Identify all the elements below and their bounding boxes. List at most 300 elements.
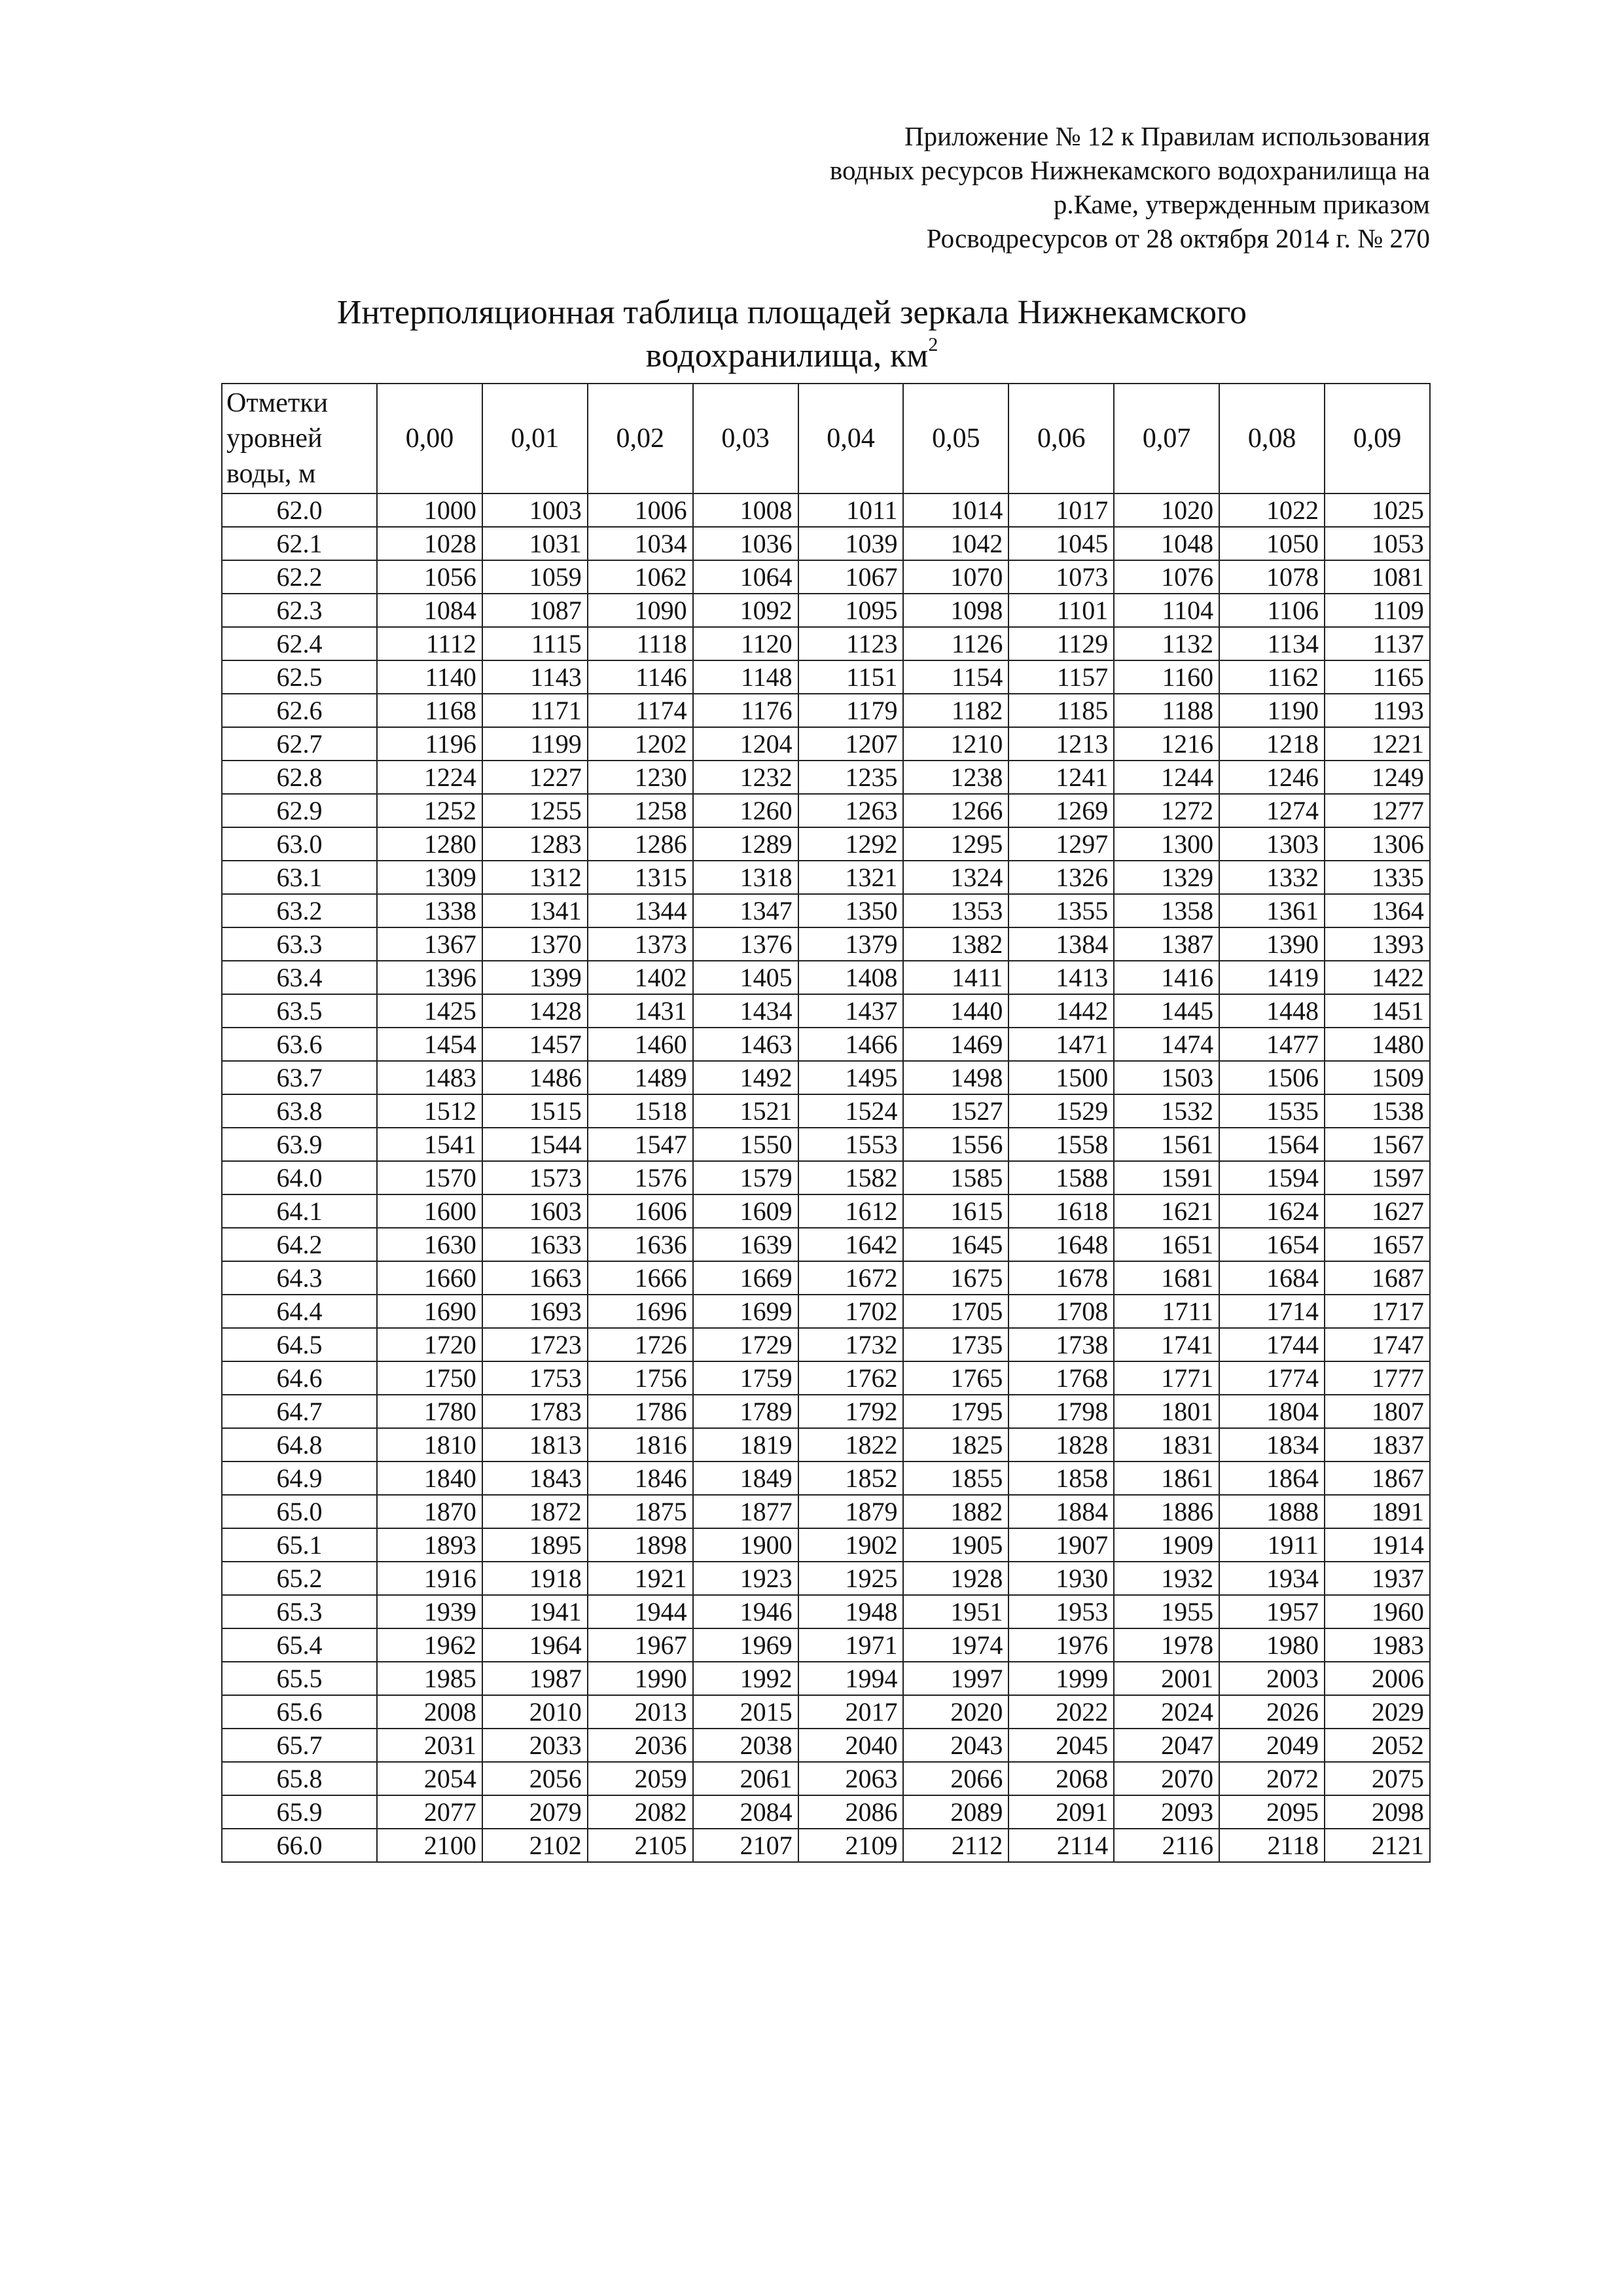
header-column: 0,07 [1114, 384, 1219, 493]
area-value-cell: 1303 [1219, 827, 1325, 861]
area-value-cell: 1056 [377, 560, 482, 594]
area-value-cell: 1879 [798, 1495, 904, 1528]
table-row [222, 727, 1430, 761]
title-line-1: Интерполяционная таблица площадей зеркала Нижнекамского [336, 294, 1247, 331]
area-value-cell: 1564 [1219, 1128, 1325, 1161]
level-cell: 63.7 [222, 1061, 377, 1094]
area-value-cell: 1657 [1325, 1228, 1430, 1261]
area-value-cell: 1457 [482, 1028, 588, 1061]
table-title [216, 291, 1368, 378]
area-value-cell: 2118 [1219, 1829, 1325, 1862]
area-value-cell: 1480 [1325, 1028, 1430, 1061]
area-value-cell: 1249 [1325, 761, 1430, 794]
area-value-cell: 1735 [903, 1328, 1008, 1361]
area-value-cell: 1962 [377, 1628, 482, 1662]
area-value-cell: 1663 [482, 1261, 588, 1295]
area-value-cell: 1109 [1325, 594, 1430, 627]
area-value-cell: 1618 [1008, 1194, 1114, 1228]
level-cell: 64.7 [222, 1395, 377, 1428]
area-value-cell: 1783 [482, 1395, 588, 1428]
area-value-cell: 1246 [1219, 761, 1325, 794]
area-value-cell: 1855 [903, 1462, 1008, 1495]
area-value-cell: 1492 [693, 1061, 798, 1094]
area-value-cell: 1106 [1219, 594, 1325, 627]
area-value-cell: 1463 [693, 1028, 798, 1061]
area-value-cell: 1355 [1008, 894, 1114, 927]
area-value-cell: 2098 [1325, 1795, 1430, 1829]
area-value-cell: 1588 [1008, 1161, 1114, 1194]
area-value-cell: 1765 [903, 1361, 1008, 1395]
area-value-cell: 1408 [798, 961, 904, 994]
area-value-cell: 1416 [1114, 961, 1219, 994]
area-value-cell: 1292 [798, 827, 904, 861]
area-value-cell: 1723 [482, 1328, 588, 1361]
table-row [222, 1462, 1430, 1495]
area-value-cell: 1955 [1114, 1595, 1219, 1628]
area-value-cell: 1515 [482, 1094, 588, 1128]
annex-line: р.Каме, утвержденным приказом [1053, 189, 1430, 219]
area-value-cell: 1218 [1219, 727, 1325, 761]
level-cell: 62.0 [222, 493, 377, 527]
table-row [222, 560, 1430, 594]
annex-reference [579, 119, 1430, 255]
area-value-cell: 2068 [1008, 1762, 1114, 1795]
area-value-cell: 1579 [693, 1161, 798, 1194]
area-value-cell: 1442 [1008, 994, 1114, 1028]
area-value-cell: 1561 [1114, 1128, 1219, 1161]
area-value-cell: 2010 [482, 1695, 588, 1729]
area-value-cell: 1900 [693, 1528, 798, 1562]
area-value-cell: 1379 [798, 927, 904, 961]
area-value-cell: 1112 [377, 627, 482, 660]
area-value-cell: 1376 [693, 927, 798, 961]
area-value-cell: 2036 [588, 1729, 693, 1762]
area-value-cell: 1092 [693, 594, 798, 627]
area-value-cell: 1985 [377, 1662, 482, 1695]
area-value-cell: 1553 [798, 1128, 904, 1161]
area-value-cell: 1983 [1325, 1628, 1430, 1662]
area-value-cell: 1585 [903, 1161, 1008, 1194]
level-cell: 63.8 [222, 1094, 377, 1128]
level-cell: 63.2 [222, 894, 377, 927]
area-value-cell: 1162 [1219, 660, 1325, 694]
table-row [222, 1829, 1430, 1862]
area-value-cell: 1477 [1219, 1028, 1325, 1061]
area-value-cell: 1185 [1008, 694, 1114, 727]
area-value-cell: 2077 [377, 1795, 482, 1829]
table-row [222, 1595, 1430, 1628]
table-row [222, 1628, 1430, 1662]
area-value-cell: 1609 [693, 1194, 798, 1228]
area-value-cell: 1151 [798, 660, 904, 694]
area-value-cell: 1428 [482, 994, 588, 1028]
table-row [222, 1261, 1430, 1295]
area-value-cell: 1974 [903, 1628, 1008, 1662]
level-cell: 63.5 [222, 994, 377, 1028]
area-value-cell: 1997 [903, 1662, 1008, 1695]
area-value-cell: 1101 [1008, 594, 1114, 627]
area-value-cell: 1266 [903, 794, 1008, 827]
area-value-cell: 1636 [588, 1228, 693, 1261]
level-cell: 64.2 [222, 1228, 377, 1261]
area-value-cell: 1154 [903, 660, 1008, 694]
table-row [222, 761, 1430, 794]
area-value-cell: 1437 [798, 994, 904, 1028]
area-value-cell: 1402 [588, 961, 693, 994]
area-value-cell: 1804 [1219, 1395, 1325, 1428]
area-value-cell: 1529 [1008, 1094, 1114, 1128]
area-value-cell: 1451 [1325, 994, 1430, 1028]
table-row [222, 1061, 1430, 1094]
area-value-cell: 1070 [903, 560, 1008, 594]
area-value-cell: 1053 [1325, 527, 1430, 560]
area-value-cell: 1277 [1325, 794, 1430, 827]
area-value-cell: 1000 [377, 493, 482, 527]
area-value-cell: 1521 [693, 1094, 798, 1128]
table-row [222, 527, 1430, 560]
area-value-cell: 1967 [588, 1628, 693, 1662]
level-cell: 65.6 [222, 1695, 377, 1729]
area-value-cell: 2105 [588, 1829, 693, 1862]
area-value-cell: 2049 [1219, 1729, 1325, 1762]
header-level-cell [222, 384, 377, 493]
area-value-cell: 1405 [693, 961, 798, 994]
table-row [222, 1361, 1430, 1395]
area-value-cell: 2026 [1219, 1695, 1325, 1729]
table-row [222, 994, 1430, 1028]
area-value-cell: 1129 [1008, 627, 1114, 660]
area-value-cell: 1042 [903, 527, 1008, 560]
area-value-cell: 1289 [693, 827, 798, 861]
area-value-cell: 1687 [1325, 1261, 1430, 1295]
level-cell: 64.1 [222, 1194, 377, 1228]
area-value-cell: 1837 [1325, 1428, 1430, 1462]
area-value-cell: 1909 [1114, 1528, 1219, 1562]
area-value-cell: 1941 [482, 1595, 588, 1628]
level-cell: 65.1 [222, 1528, 377, 1562]
area-value-cell: 1445 [1114, 994, 1219, 1028]
area-value-cell: 1624 [1219, 1194, 1325, 1228]
area-value-cell: 1272 [1114, 794, 1219, 827]
level-cell: 64.5 [222, 1328, 377, 1361]
area-value-cell: 2056 [482, 1762, 588, 1795]
area-value-cell: 1466 [798, 1028, 904, 1061]
area-value-cell: 1350 [798, 894, 904, 927]
area-value-cell: 1753 [482, 1361, 588, 1395]
area-value-cell: 1556 [903, 1128, 1008, 1161]
area-value-cell: 2040 [798, 1729, 904, 1762]
level-cell: 65.7 [222, 1729, 377, 1762]
table-row [222, 861, 1430, 894]
area-value-cell: 1639 [693, 1228, 798, 1261]
area-value-cell: 1914 [1325, 1528, 1430, 1562]
area-value-cell: 1059 [482, 560, 588, 594]
area-value-cell: 1399 [482, 961, 588, 994]
area-value-cell: 1527 [903, 1094, 1008, 1128]
area-value-cell: 1825 [903, 1428, 1008, 1462]
area-value-cell: 1642 [798, 1228, 904, 1261]
level-cell: 63.4 [222, 961, 377, 994]
table-row [222, 694, 1430, 727]
area-value-cell: 1603 [482, 1194, 588, 1228]
area-value-cell: 1907 [1008, 1528, 1114, 1562]
area-value-cell: 2047 [1114, 1729, 1219, 1762]
area-value-cell: 1134 [1219, 627, 1325, 660]
area-value-cell: 1341 [482, 894, 588, 927]
area-value-cell: 2031 [377, 1729, 482, 1762]
header-column: 0,09 [1325, 384, 1430, 493]
area-value-cell: 1498 [903, 1061, 1008, 1094]
area-value-cell: 1335 [1325, 861, 1430, 894]
area-value-cell: 1295 [903, 827, 1008, 861]
area-value-cell: 2024 [1114, 1695, 1219, 1729]
header-column: 0,06 [1008, 384, 1114, 493]
area-value-cell: 1732 [798, 1328, 904, 1361]
header-column: 0,03 [693, 384, 798, 493]
area-value-cell: 1028 [377, 527, 482, 560]
area-value-cell: 1454 [377, 1028, 482, 1061]
area-value-cell: 2001 [1114, 1662, 1219, 1695]
area-value-cell: 2063 [798, 1762, 904, 1795]
area-value-cell: 1884 [1008, 1495, 1114, 1528]
area-value-cell: 1280 [377, 827, 482, 861]
area-value-cell: 1834 [1219, 1428, 1325, 1462]
level-cell: 62.9 [222, 794, 377, 827]
area-value-cell: 1898 [588, 1528, 693, 1562]
area-value-cell: 1921 [588, 1562, 693, 1595]
area-value-cell: 1132 [1114, 627, 1219, 660]
area-value-cell: 2045 [1008, 1729, 1114, 1762]
area-value-cell: 1544 [482, 1128, 588, 1161]
area-value-cell: 1932 [1114, 1562, 1219, 1595]
area-value-cell: 1660 [377, 1261, 482, 1295]
area-value-cell: 1283 [482, 827, 588, 861]
area-value-cell: 1258 [588, 794, 693, 827]
area-value-cell: 1816 [588, 1428, 693, 1462]
area-value-cell: 1078 [1219, 560, 1325, 594]
title-line-2 [216, 334, 1368, 378]
level-cell: 62.3 [222, 594, 377, 627]
area-value-cell: 1895 [482, 1528, 588, 1562]
area-value-cell: 1750 [377, 1361, 482, 1395]
area-value-cell: 1923 [693, 1562, 798, 1595]
area-value-cell: 1678 [1008, 1261, 1114, 1295]
area-value-cell: 2089 [903, 1795, 1008, 1829]
area-value-cell: 1535 [1219, 1094, 1325, 1128]
header-column: 0,04 [798, 384, 904, 493]
area-value-cell: 1807 [1325, 1395, 1430, 1428]
area-value-cell: 1084 [377, 594, 482, 627]
area-value-cell: 1976 [1008, 1628, 1114, 1662]
area-value-cell: 1699 [693, 1295, 798, 1328]
area-value-cell: 1654 [1219, 1228, 1325, 1261]
level-cell: 64.8 [222, 1428, 377, 1462]
area-value-cell: 1387 [1114, 927, 1219, 961]
area-value-cell: 1980 [1219, 1628, 1325, 1662]
table-header-row [222, 384, 1430, 493]
area-value-cell: 1591 [1114, 1161, 1219, 1194]
level-cell: 64.3 [222, 1261, 377, 1295]
area-value-cell: 1252 [377, 794, 482, 827]
area-value-cell: 1489 [588, 1061, 693, 1094]
area-value-cell: 1937 [1325, 1562, 1430, 1595]
area-value-cell: 1390 [1219, 927, 1325, 961]
area-value-cell: 1774 [1219, 1361, 1325, 1395]
area-value-cell: 1500 [1008, 1061, 1114, 1094]
area-value-cell: 1036 [693, 527, 798, 560]
level-cell: 62.7 [222, 727, 377, 761]
area-value-cell: 1633 [482, 1228, 588, 1261]
area-value-cell: 1373 [588, 927, 693, 961]
area-value-cell: 1911 [1219, 1528, 1325, 1562]
area-value-cell: 1870 [377, 1495, 482, 1528]
area-value-cell: 1338 [377, 894, 482, 927]
area-value-cell: 1238 [903, 761, 1008, 794]
area-value-cell: 1157 [1008, 660, 1114, 694]
area-value-cell: 2095 [1219, 1795, 1325, 1829]
area-value-cell: 1440 [903, 994, 1008, 1028]
area-value-cell: 1090 [588, 594, 693, 627]
area-value-cell: 1076 [1114, 560, 1219, 594]
area-value-cell: 1126 [903, 627, 1008, 660]
area-value-cell: 1939 [377, 1595, 482, 1628]
area-value-cell: 1312 [482, 861, 588, 894]
area-value-cell: 1168 [377, 694, 482, 727]
area-value-cell: 1798 [1008, 1395, 1114, 1428]
area-value-cell: 2109 [798, 1829, 904, 1862]
area-value-cell: 2015 [693, 1695, 798, 1729]
table-row [222, 660, 1430, 694]
area-value-cell: 1474 [1114, 1028, 1219, 1061]
area-value-cell: 1684 [1219, 1261, 1325, 1295]
area-value-cell: 1875 [588, 1495, 693, 1528]
level-cell: 62.2 [222, 560, 377, 594]
header-column: 0,05 [903, 384, 1008, 493]
area-value-cell: 1431 [588, 994, 693, 1028]
level-cell: 65.0 [222, 1495, 377, 1528]
area-value-cell: 1411 [903, 961, 1008, 994]
area-value-cell: 1073 [1008, 560, 1114, 594]
area-value-cell: 1971 [798, 1628, 904, 1662]
area-value-cell: 1143 [482, 660, 588, 694]
area-value-cell: 1326 [1008, 861, 1114, 894]
area-value-cell: 2084 [693, 1795, 798, 1829]
area-value-cell: 1738 [1008, 1328, 1114, 1361]
area-value-cell: 1524 [798, 1094, 904, 1128]
area-value-cell: 1532 [1114, 1094, 1219, 1128]
table-row [222, 1128, 1430, 1161]
area-value-cell: 2086 [798, 1795, 904, 1829]
area-value-cell: 1160 [1114, 660, 1219, 694]
area-value-cell: 1795 [903, 1395, 1008, 1428]
area-value-cell: 1538 [1325, 1094, 1430, 1128]
area-value-cell: 1269 [1008, 794, 1114, 827]
area-value-cell: 1930 [1008, 1562, 1114, 1595]
area-value-cell: 1329 [1114, 861, 1219, 894]
area-value-cell: 1244 [1114, 761, 1219, 794]
table-row [222, 1562, 1430, 1595]
area-value-cell: 1669 [693, 1261, 798, 1295]
area-value-cell: 1648 [1008, 1228, 1114, 1261]
area-value-cell: 1964 [482, 1628, 588, 1662]
level-cell: 64.4 [222, 1295, 377, 1328]
table-row [222, 1795, 1430, 1829]
table-row [222, 1328, 1430, 1361]
area-value-cell: 1822 [798, 1428, 904, 1462]
area-value-cell: 1503 [1114, 1061, 1219, 1094]
area-value-cell: 1274 [1219, 794, 1325, 827]
area-value-cell: 1801 [1114, 1395, 1219, 1428]
area-value-cell: 2052 [1325, 1729, 1430, 1762]
area-value-cell: 1506 [1219, 1061, 1325, 1094]
area-value-cell: 1843 [482, 1462, 588, 1495]
area-value-cell: 1230 [588, 761, 693, 794]
area-value-cell: 1216 [1114, 727, 1219, 761]
area-value-cell: 1140 [377, 660, 482, 694]
area-value-cell: 1708 [1008, 1295, 1114, 1328]
table-row [222, 1028, 1430, 1061]
table-row [222, 493, 1430, 527]
area-value-cell: 1396 [377, 961, 482, 994]
table-row [222, 1194, 1430, 1228]
area-value-cell: 1999 [1008, 1662, 1114, 1695]
area-value-cell: 1263 [798, 794, 904, 827]
area-value-cell: 1994 [798, 1662, 904, 1695]
area-value-cell: 1062 [588, 560, 693, 594]
area-value-cell: 1902 [798, 1528, 904, 1562]
annex-line: Приложение № 12 к Правилам использования [904, 121, 1430, 151]
area-value-cell: 1864 [1219, 1462, 1325, 1495]
area-value-cell: 1512 [377, 1094, 482, 1128]
area-value-cell: 1987 [482, 1662, 588, 1695]
area-value-cell: 1081 [1325, 560, 1430, 594]
area-value-cell: 1434 [693, 994, 798, 1028]
area-value-cell: 1741 [1114, 1328, 1219, 1361]
table-row [222, 594, 1430, 627]
area-value-cell: 1789 [693, 1395, 798, 1428]
interpolation-table [221, 383, 1431, 1863]
area-value-cell: 1567 [1325, 1128, 1430, 1161]
area-value-cell: 1893 [377, 1528, 482, 1562]
area-value-cell: 1321 [798, 861, 904, 894]
area-value-cell: 2020 [903, 1695, 1008, 1729]
area-value-cell: 1992 [693, 1662, 798, 1695]
area-value-cell: 1469 [903, 1028, 1008, 1061]
area-value-cell: 1118 [588, 627, 693, 660]
area-value-cell: 1193 [1325, 694, 1430, 727]
area-value-cell: 1615 [903, 1194, 1008, 1228]
area-value-cell: 2079 [482, 1795, 588, 1829]
area-value-cell: 1146 [588, 660, 693, 694]
area-value-cell: 1600 [377, 1194, 482, 1228]
area-value-cell: 2003 [1219, 1662, 1325, 1695]
area-value-cell: 1495 [798, 1061, 904, 1094]
area-value-cell: 1690 [377, 1295, 482, 1328]
area-value-cell: 1849 [693, 1462, 798, 1495]
area-value-cell: 1034 [588, 527, 693, 560]
area-value-cell: 1693 [482, 1295, 588, 1328]
area-value-cell: 1960 [1325, 1595, 1430, 1628]
header-column: 0,02 [588, 384, 693, 493]
area-value-cell: 1726 [588, 1328, 693, 1361]
area-value-cell: 2043 [903, 1729, 1008, 1762]
area-value-cell: 1148 [693, 660, 798, 694]
table-row [222, 1094, 1430, 1128]
area-value-cell: 1840 [377, 1462, 482, 1495]
area-value-cell: 1202 [588, 727, 693, 761]
level-cell: 62.8 [222, 761, 377, 794]
level-cell: 66.0 [222, 1829, 377, 1862]
